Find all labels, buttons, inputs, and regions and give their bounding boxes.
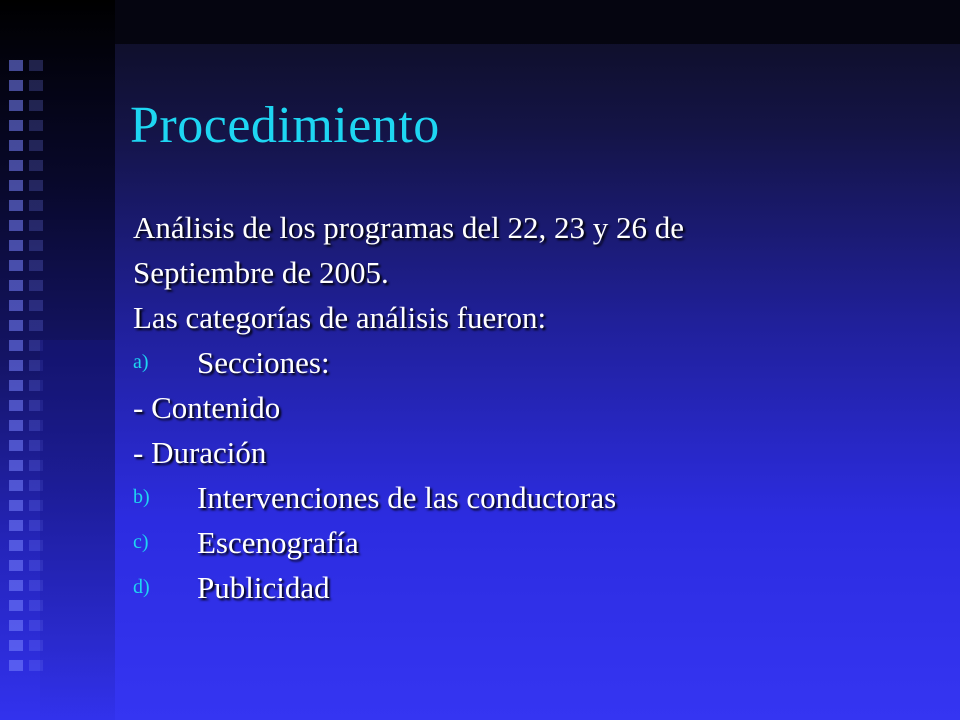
list-item-d bbox=[133, 565, 923, 610]
list-item-b bbox=[133, 475, 923, 520]
list-item-text: Escenografía bbox=[197, 525, 359, 560]
list-item-a bbox=[133, 340, 923, 385]
list-marker: d) bbox=[133, 576, 150, 598]
intro-line-2: Septiembre de 2005. bbox=[133, 255, 389, 290]
decorative-squares-column bbox=[9, 60, 23, 680]
list-marker: a) bbox=[133, 351, 149, 373]
list-item-text: Secciones: bbox=[197, 345, 330, 380]
top-dark-band bbox=[115, 0, 960, 44]
sub-item-contenido: - Contenido bbox=[133, 390, 281, 425]
list-item-text: Intervenciones de las conductoras bbox=[197, 480, 617, 515]
slide-title: Procedimiento bbox=[130, 97, 440, 154]
list-marker: b) bbox=[133, 486, 150, 508]
slide-body bbox=[133, 205, 923, 610]
left-decorative-strip bbox=[0, 0, 115, 720]
sub-item-duracion: - Duración bbox=[133, 435, 267, 470]
decorative-shade-box bbox=[40, 340, 115, 720]
intro-line-3: Las categorías de análisis fueron: bbox=[133, 300, 547, 335]
list-item-text: Publicidad bbox=[197, 570, 330, 605]
list-item-c bbox=[133, 520, 923, 565]
list-marker: c) bbox=[133, 531, 149, 553]
intro-line-1: Análisis de los programas del 22, 23 y 26 de bbox=[133, 210, 685, 245]
